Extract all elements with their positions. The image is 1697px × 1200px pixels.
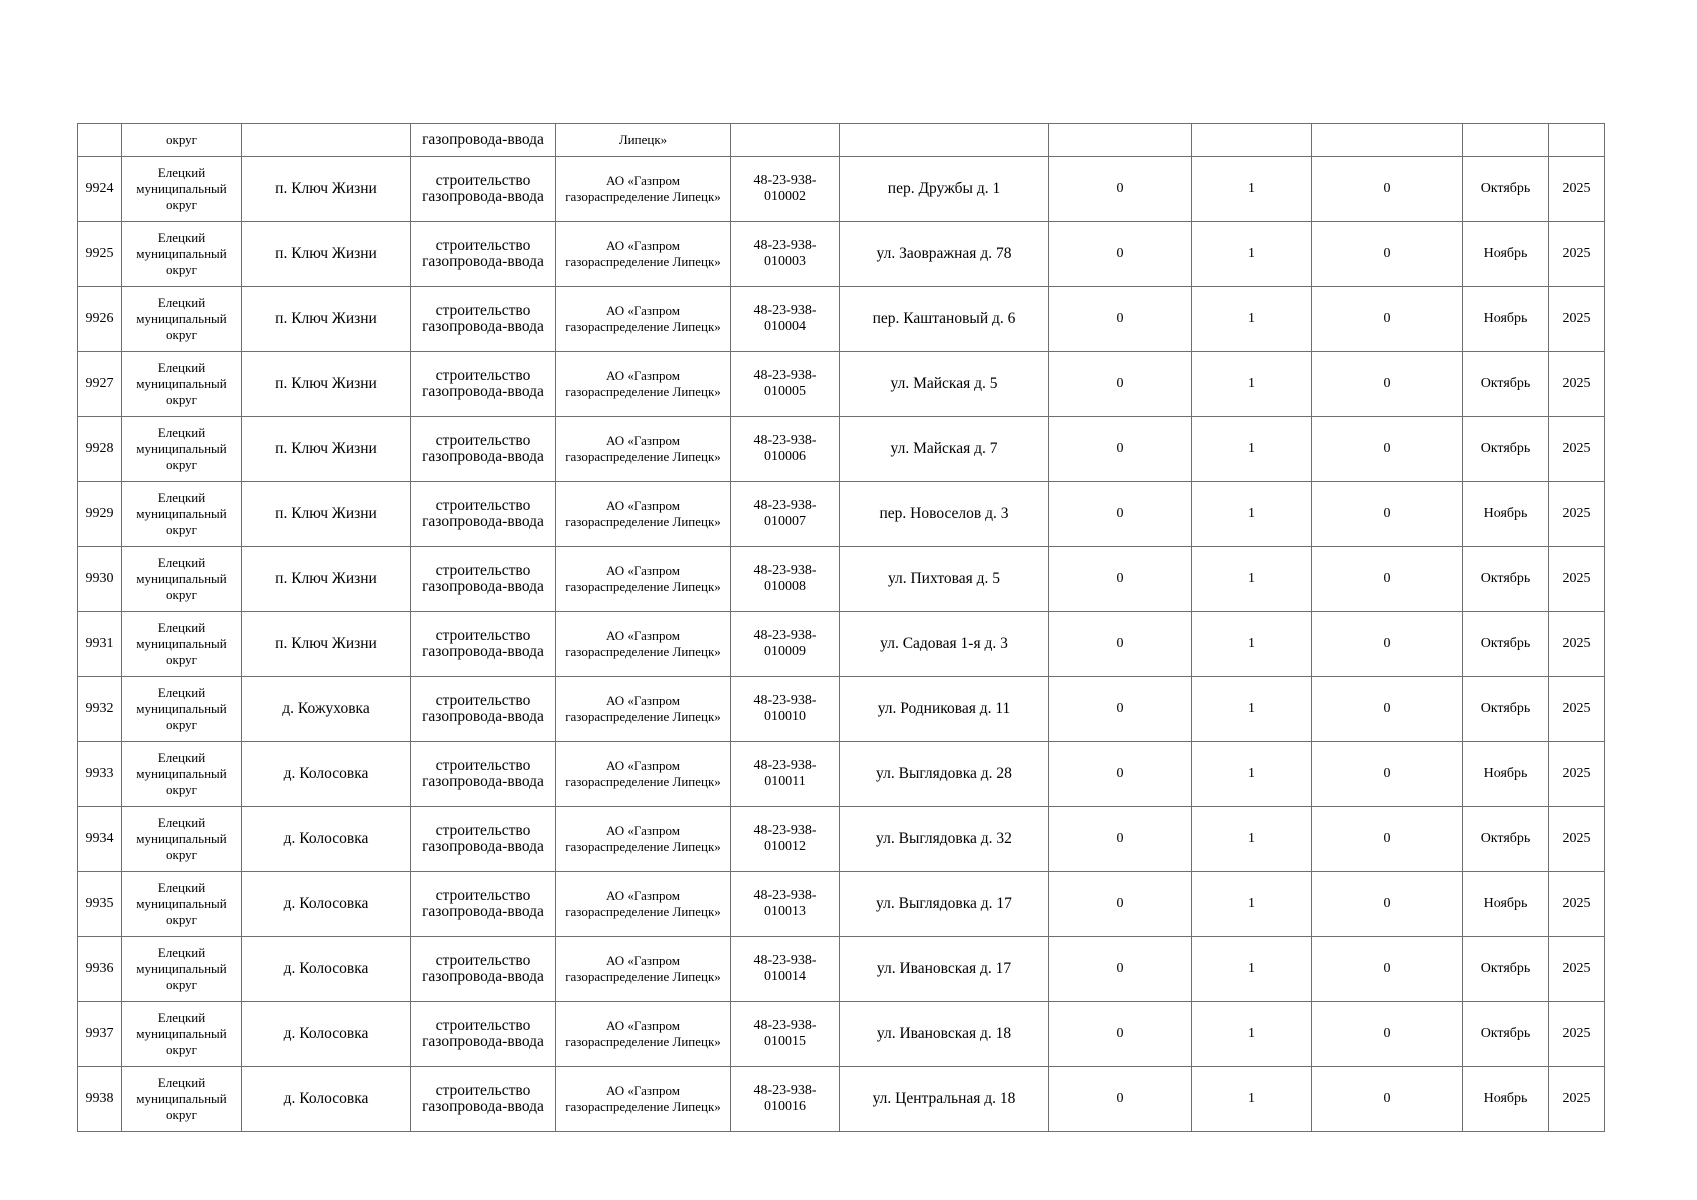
cell-district: Елецкий муниципальный округ	[122, 482, 242, 547]
cell-v2	[1192, 124, 1312, 157]
cell-v1: 0	[1049, 937, 1192, 1002]
cell-v3: 0	[1312, 287, 1463, 352]
cell-year: 2025	[1549, 1067, 1605, 1132]
cell-v2: 1	[1192, 222, 1312, 287]
cell-district: Елецкий муниципальный округ	[122, 157, 242, 222]
table-row	[78, 1067, 1605, 1132]
cell-address: ул. Садовая 1-я д. 3	[840, 612, 1049, 677]
cell-org: Липецк»	[556, 124, 731, 157]
cell-org: АО «Газпром газораспределение Липецк»	[556, 547, 731, 612]
gasification-schedule-table	[77, 123, 1605, 1132]
cell-work: газопровода-ввода	[411, 124, 556, 157]
cell-num: 9932	[78, 677, 122, 742]
cell-district: Елецкий муниципальный округ	[122, 677, 242, 742]
cell-num: 9931	[78, 612, 122, 677]
cell-v2: 1	[1192, 872, 1312, 937]
cell-district: Елецкий муниципальный округ	[122, 222, 242, 287]
cell-v1: 0	[1049, 1002, 1192, 1067]
cell-v2: 1	[1192, 612, 1312, 677]
cell-work: строительство газопровода-ввода	[411, 222, 556, 287]
cell-v2: 1	[1192, 1002, 1312, 1067]
cell-work: строительство газопровода-ввода	[411, 1002, 556, 1067]
cell-num: 9925	[78, 222, 122, 287]
cell-address: пер. Новоселов д. 3	[840, 482, 1049, 547]
cell-locality: д. Кожуховка	[242, 677, 411, 742]
cell-month: Октябрь	[1463, 547, 1549, 612]
cell-v1: 0	[1049, 287, 1192, 352]
cell-v3: 0	[1312, 872, 1463, 937]
cell-org: АО «Газпром газораспределение Липецк»	[556, 1002, 731, 1067]
cell-month: Октябрь	[1463, 612, 1549, 677]
cell-code: 48-23-938-010008	[731, 547, 840, 612]
cell-code: 48-23-938-010016	[731, 1067, 840, 1132]
cell-locality: д. Колосовка	[242, 807, 411, 872]
cell-code: 48-23-938-010013	[731, 872, 840, 937]
cell-org: АО «Газпром газораспределение Липецк»	[556, 287, 731, 352]
table-row	[78, 612, 1605, 677]
cell-v2: 1	[1192, 547, 1312, 612]
cell-address: ул. Родниковая д. 11	[840, 677, 1049, 742]
cell-district: округ	[122, 124, 242, 157]
table-row	[78, 677, 1605, 742]
cell-locality: п. Ключ Жизни	[242, 417, 411, 482]
cell-work: строительство газопровода-ввода	[411, 612, 556, 677]
cell-num: 9938	[78, 1067, 122, 1132]
cell-code: 48-23-938-010009	[731, 612, 840, 677]
cell-v1: 0	[1049, 807, 1192, 872]
cell-v3: 0	[1312, 482, 1463, 547]
cell-work: строительство газопровода-ввода	[411, 157, 556, 222]
cell-v3: 0	[1312, 807, 1463, 872]
cell-district: Елецкий муниципальный округ	[122, 807, 242, 872]
cell-v1: 0	[1049, 677, 1192, 742]
cell-v3: 0	[1312, 612, 1463, 677]
cell-address: ул. Выглядовка д. 17	[840, 872, 1049, 937]
cell-code: 48-23-938-010012	[731, 807, 840, 872]
cell-work: строительство газопровода-ввода	[411, 677, 556, 742]
table-row	[78, 937, 1605, 1002]
cell-month: Октябрь	[1463, 937, 1549, 1002]
cell-num: 9936	[78, 937, 122, 1002]
cell-year: 2025	[1549, 612, 1605, 677]
cell-org: АО «Газпром газораспределение Липецк»	[556, 612, 731, 677]
cell-v2: 1	[1192, 417, 1312, 482]
cell-month: Октябрь	[1463, 1002, 1549, 1067]
cell-district: Елецкий муниципальный округ	[122, 1002, 242, 1067]
table-row	[78, 157, 1605, 222]
cell-v2: 1	[1192, 482, 1312, 547]
cell-work: строительство газопровода-ввода	[411, 807, 556, 872]
cell-address: ул. Выглядовка д. 28	[840, 742, 1049, 807]
cell-month: Ноябрь	[1463, 742, 1549, 807]
cell-locality: п. Ключ Жизни	[242, 547, 411, 612]
cell-org: АО «Газпром газораспределение Липецк»	[556, 937, 731, 1002]
cell-address: ул. Выглядовка д. 32	[840, 807, 1049, 872]
cell-v1: 0	[1049, 482, 1192, 547]
cell-v2: 1	[1192, 807, 1312, 872]
cell-locality: д. Колосовка	[242, 742, 411, 807]
cell-locality: п. Ключ Жизни	[242, 157, 411, 222]
cell-month: Ноябрь	[1463, 482, 1549, 547]
continuation-row	[78, 124, 1605, 157]
cell-v3: 0	[1312, 547, 1463, 612]
cell-v3: 0	[1312, 352, 1463, 417]
cell-v2: 1	[1192, 742, 1312, 807]
cell-v1: 0	[1049, 547, 1192, 612]
cell-address: ул. Ивановская д. 18	[840, 1002, 1049, 1067]
cell-org: АО «Газпром газораспределение Липецк»	[556, 222, 731, 287]
cell-year: 2025	[1549, 287, 1605, 352]
cell-year	[1549, 124, 1605, 157]
cell-v3: 0	[1312, 222, 1463, 287]
cell-org: АО «Газпром газораспределение Липецк»	[556, 1067, 731, 1132]
cell-address: ул. Майская д. 7	[840, 417, 1049, 482]
table-row	[78, 1002, 1605, 1067]
cell-code: 48-23-938-010002	[731, 157, 840, 222]
cell-year: 2025	[1549, 417, 1605, 482]
table-row	[78, 352, 1605, 417]
cell-year: 2025	[1549, 482, 1605, 547]
table-row	[78, 807, 1605, 872]
cell-locality: д. Колосовка	[242, 1002, 411, 1067]
table-row	[78, 287, 1605, 352]
cell-num: 9934	[78, 807, 122, 872]
table-row	[78, 872, 1605, 937]
table-row	[78, 742, 1605, 807]
cell-v2: 1	[1192, 352, 1312, 417]
cell-locality: д. Колосовка	[242, 872, 411, 937]
table-row	[78, 547, 1605, 612]
cell-address: ул. Заовражная д. 78	[840, 222, 1049, 287]
table-row	[78, 417, 1605, 482]
table-row	[78, 482, 1605, 547]
cell-locality: п. Ключ Жизни	[242, 352, 411, 417]
cell-num: 9926	[78, 287, 122, 352]
cell-district: Елецкий муниципальный округ	[122, 1067, 242, 1132]
cell-month: Ноябрь	[1463, 1067, 1549, 1132]
cell-district: Елецкий муниципальный округ	[122, 937, 242, 1002]
cell-code: 48-23-938-010010	[731, 677, 840, 742]
cell-v3	[1312, 124, 1463, 157]
cell-code: 48-23-938-010014	[731, 937, 840, 1002]
cell-year: 2025	[1549, 547, 1605, 612]
cell-month: Ноябрь	[1463, 222, 1549, 287]
cell-v1: 0	[1049, 417, 1192, 482]
cell-v1	[1049, 124, 1192, 157]
cell-address: ул. Майская д. 5	[840, 352, 1049, 417]
cell-locality: п. Ключ Жизни	[242, 222, 411, 287]
cell-v1: 0	[1049, 222, 1192, 287]
cell-work: строительство газопровода-ввода	[411, 352, 556, 417]
cell-month: Ноябрь	[1463, 287, 1549, 352]
cell-work: строительство газопровода-ввода	[411, 1067, 556, 1132]
cell-district: Елецкий муниципальный округ	[122, 547, 242, 612]
cell-address: ул. Ивановская д. 17	[840, 937, 1049, 1002]
cell-work: строительство газопровода-ввода	[411, 742, 556, 807]
cell-org: АО «Газпром газораспределение Липецк»	[556, 352, 731, 417]
cell-month: Октябрь	[1463, 677, 1549, 742]
cell-v3: 0	[1312, 677, 1463, 742]
cell-address: пер. Каштановый д. 6	[840, 287, 1049, 352]
cell-year: 2025	[1549, 222, 1605, 287]
cell-v3: 0	[1312, 742, 1463, 807]
cell-district: Елецкий муниципальный округ	[122, 417, 242, 482]
cell-work: строительство газопровода-ввода	[411, 872, 556, 937]
cell-v2: 1	[1192, 937, 1312, 1002]
cell-v2: 1	[1192, 157, 1312, 222]
cell-v1: 0	[1049, 157, 1192, 222]
cell-month: Октябрь	[1463, 807, 1549, 872]
cell-v1: 0	[1049, 742, 1192, 807]
cell-v3: 0	[1312, 157, 1463, 222]
cell-locality	[242, 124, 411, 157]
cell-org: АО «Газпром газораспределение Липецк»	[556, 482, 731, 547]
cell-v3: 0	[1312, 937, 1463, 1002]
cell-address: ул. Пихтовая д. 5	[840, 547, 1049, 612]
cell-work: строительство газопровода-ввода	[411, 287, 556, 352]
cell-locality: п. Ключ Жизни	[242, 482, 411, 547]
cell-org: АО «Газпром газораспределение Липецк»	[556, 417, 731, 482]
cell-num: 9930	[78, 547, 122, 612]
cell-locality: п. Ключ Жизни	[242, 287, 411, 352]
cell-year: 2025	[1549, 742, 1605, 807]
cell-locality: д. Колосовка	[242, 937, 411, 1002]
cell-num: 9924	[78, 157, 122, 222]
cell-locality: д. Колосовка	[242, 1067, 411, 1132]
cell-org: АО «Газпром газораспределение Липецк»	[556, 872, 731, 937]
cell-v1: 0	[1049, 612, 1192, 677]
cell-v2: 1	[1192, 1067, 1312, 1132]
cell-month: Октябрь	[1463, 157, 1549, 222]
cell-org: АО «Газпром газораспределение Липецк»	[556, 677, 731, 742]
cell-address: ул. Центральная д. 18	[840, 1067, 1049, 1132]
cell-v1: 0	[1049, 872, 1192, 937]
cell-year: 2025	[1549, 157, 1605, 222]
cell-num: 9927	[78, 352, 122, 417]
cell-district: Елецкий муниципальный округ	[122, 287, 242, 352]
cell-v3: 0	[1312, 417, 1463, 482]
cell-district: Елецкий муниципальный округ	[122, 872, 242, 937]
cell-num: 9928	[78, 417, 122, 482]
cell-work: строительство газопровода-ввода	[411, 417, 556, 482]
cell-num	[78, 124, 122, 157]
cell-v3: 0	[1312, 1002, 1463, 1067]
table-row	[78, 222, 1605, 287]
cell-num: 9937	[78, 1002, 122, 1067]
cell-code: 48-23-938-010003	[731, 222, 840, 287]
cell-work: строительство газопровода-ввода	[411, 937, 556, 1002]
cell-year: 2025	[1549, 677, 1605, 742]
cell-v2: 1	[1192, 287, 1312, 352]
cell-code: 48-23-938-010004	[731, 287, 840, 352]
cell-code: 48-23-938-010007	[731, 482, 840, 547]
cell-org: АО «Газпром газораспределение Липецк»	[556, 742, 731, 807]
cell-year: 2025	[1549, 352, 1605, 417]
cell-v1: 0	[1049, 352, 1192, 417]
cell-num: 9929	[78, 482, 122, 547]
cell-year: 2025	[1549, 937, 1605, 1002]
cell-code: 48-23-938-010006	[731, 417, 840, 482]
cell-code: 48-23-938-010011	[731, 742, 840, 807]
cell-code: 48-23-938-010005	[731, 352, 840, 417]
cell-month: Октябрь	[1463, 417, 1549, 482]
cell-org: АО «Газпром газораспределение Липецк»	[556, 807, 731, 872]
cell-code: 48-23-938-010015	[731, 1002, 840, 1067]
cell-address	[840, 124, 1049, 157]
cell-code	[731, 124, 840, 157]
cell-org: АО «Газпром газораспределение Липецк»	[556, 157, 731, 222]
cell-year: 2025	[1549, 807, 1605, 872]
cell-address: пер. Дружбы д. 1	[840, 157, 1049, 222]
cell-month: Октябрь	[1463, 352, 1549, 417]
cell-year: 2025	[1549, 1002, 1605, 1067]
cell-num: 9935	[78, 872, 122, 937]
cell-v1: 0	[1049, 1067, 1192, 1132]
cell-locality: п. Ключ Жизни	[242, 612, 411, 677]
cell-work: строительство газопровода-ввода	[411, 547, 556, 612]
cell-num: 9933	[78, 742, 122, 807]
cell-work: строительство газопровода-ввода	[411, 482, 556, 547]
cell-year: 2025	[1549, 872, 1605, 937]
cell-v2: 1	[1192, 677, 1312, 742]
cell-district: Елецкий муниципальный округ	[122, 612, 242, 677]
cell-district: Елецкий муниципальный округ	[122, 742, 242, 807]
cell-month	[1463, 124, 1549, 157]
cell-month: Ноябрь	[1463, 872, 1549, 937]
cell-v3: 0	[1312, 1067, 1463, 1132]
cell-district: Елецкий муниципальный округ	[122, 352, 242, 417]
